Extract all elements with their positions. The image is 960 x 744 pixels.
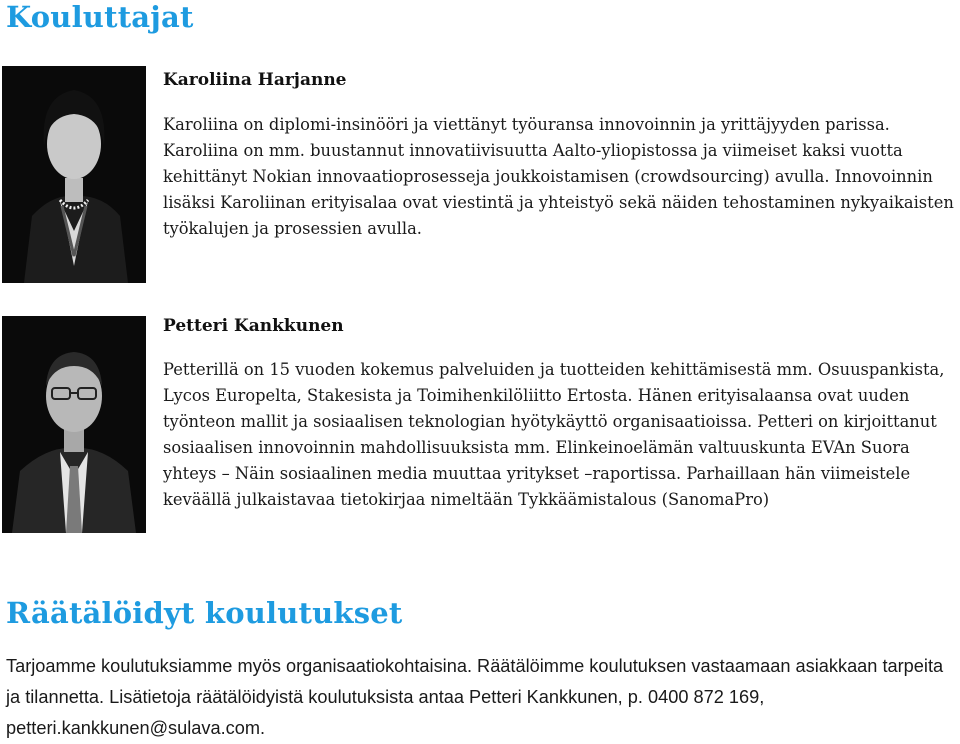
custom-trainings-heading: Räätälöidyt koulutukset xyxy=(6,596,403,630)
trainer-name-karoliina: Karoliina Harjanne xyxy=(163,70,347,90)
custom-trainings-text: Tarjoamme koulutuksiamme myös organisaatiokohtaisina. Räätälöimme koulutuksen vastaamaan asiakkaan tarpeita ja tilannetta. Lisätietoja räätälöidyistä koulutuksista antaa Petteri Kankkunen, p. 0400 872 169, petteri.kankkunen@sulava.com. xyxy=(6,656,944,738)
trainers-heading: Kouluttajat xyxy=(6,0,194,34)
trainer-bio-karoliina: Karoliina on diplomi-insinööri ja viettänyt työuransa innovoinnin ja yrittäjyyden parissa. Karoliina on mm. buustannut innovatiivisuutta Aalto-yliopistossa ja viimeiset kaksi vuotta kehittänyt Nokian innovaatioprosesseja joukkoistamisen (crowdsourcing) avulla. Innovoinnin lisäksi Karoliinan erityisalaa ovat viestintä ja yhteistyö sekä näiden tehostaminen nykyaikaisten työkalujen ja prosessien avulla. xyxy=(163,115,954,238)
trainer-bio-petteri: Petterillä on 15 vuoden kokemus palveluiden ja tuotteiden kehittämisestä mm. Osuuspankista, Lycos Europelta, Stakesista ja Toimihenkilöliitto Ertosta. Hänen erityisalaansa ovat uuden työnteon mallit ja sosiaalisen teknologian hyötykäyttö organisaatioissa. Petteri on kirjoittanut sosiaalisen innovoinnin mahdollisuuksista mm. Elinkeinoelämän valtuuskunta EVAn Suora yhteys – Näin sosiaalinen media muuttaa yritykset –raportissa. Parhaillaan hän viimeistele keväällä julkaistavaa tietokirjaa nimeltään Tykkäämistalous (SanomaPro) xyxy=(163,360,945,509)
petteri-photo xyxy=(2,316,146,533)
karoliina-photo xyxy=(2,66,146,283)
trainer-name-petteri: Petteri Kankkunen xyxy=(163,316,344,336)
